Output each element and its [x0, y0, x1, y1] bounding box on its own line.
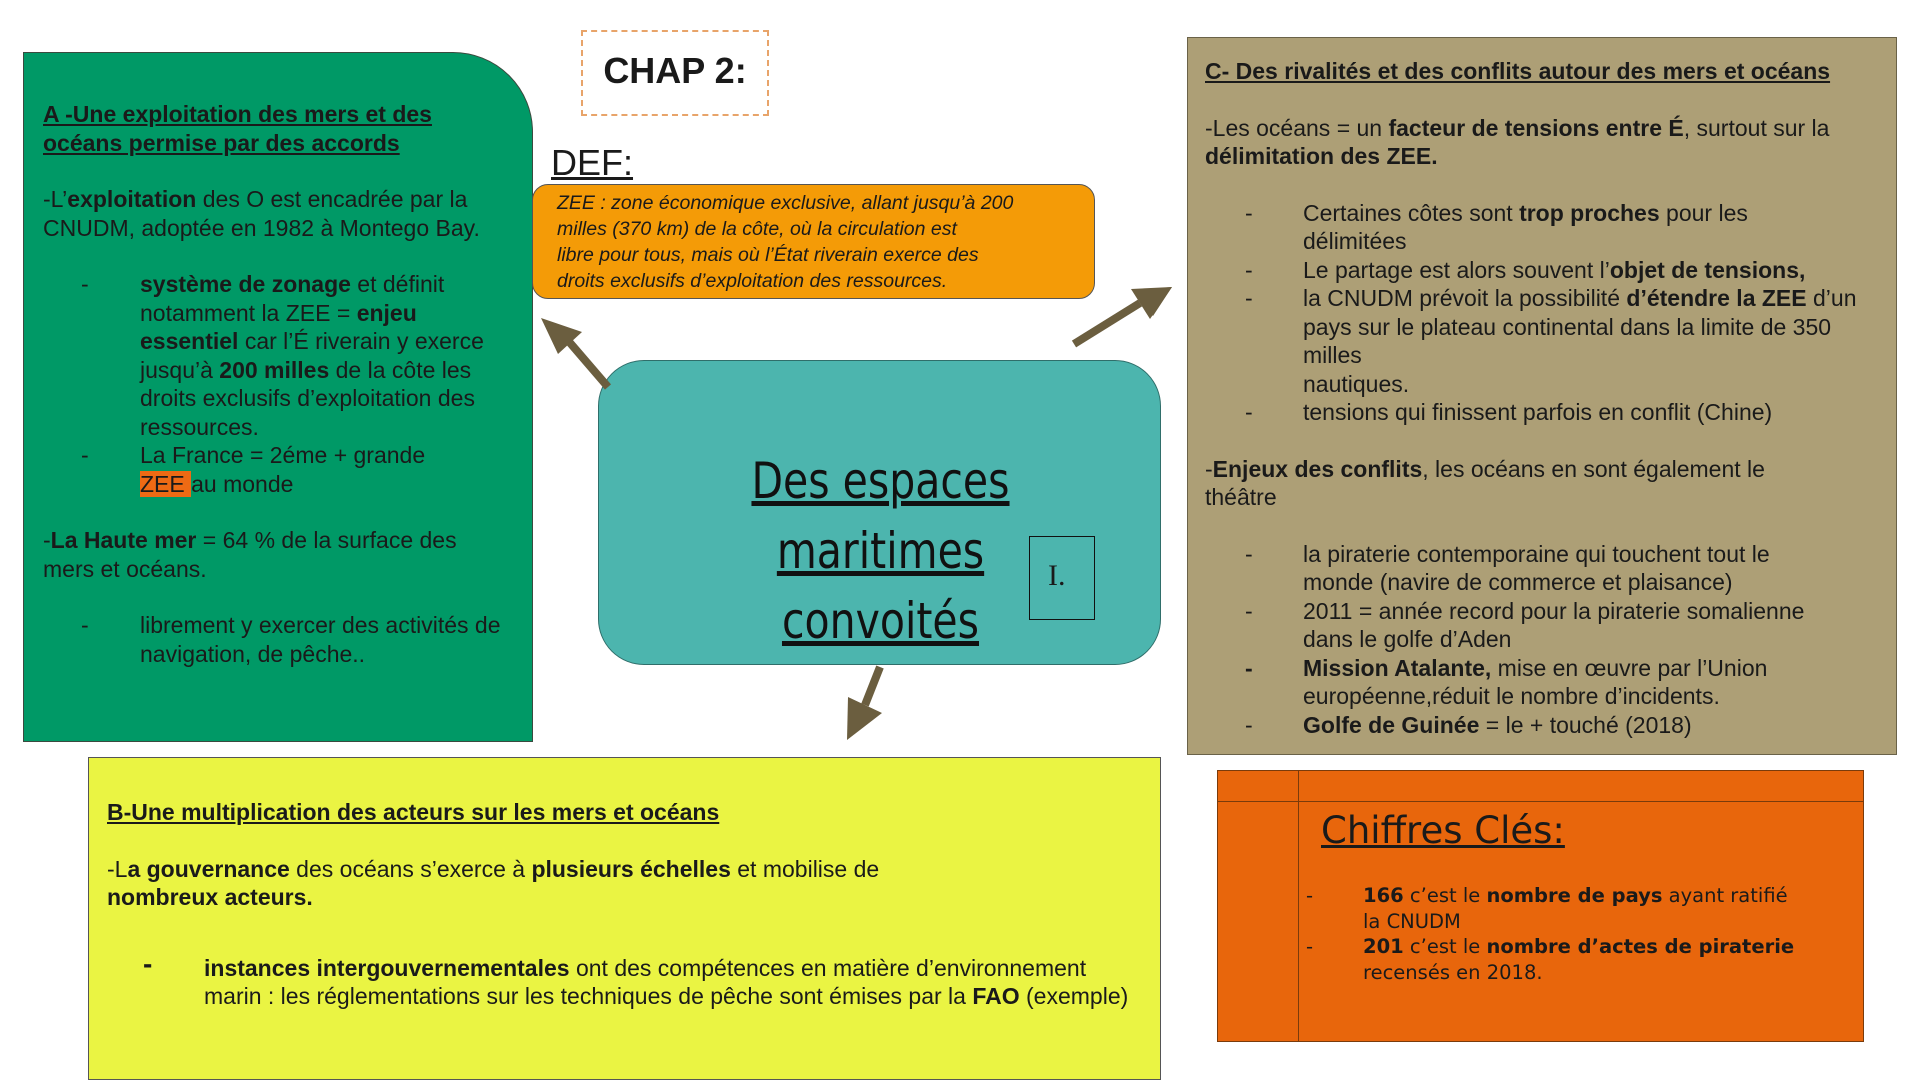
- key-figures-box: [1217, 770, 1864, 1042]
- section-c-bullet-sharing: - Le partage est alors souvent l’objet de tensions,: [1245, 256, 1806, 283]
- definition-text: ZEE : zone économique exclusive, allant jusqu’à 200 milles (370 km) de la côte, où la circulation est libre pour tous, mais où l’État riverain exerce des droits exclusifs d’exploitation des ressources.: [557, 192, 1014, 292]
- def-label: DEF:: [551, 142, 634, 183]
- section-c-bullet-atalante: - Mission Atalante, mise en œuvre par l’Union européenne,réduit le nombre d’incidents.: [1245, 654, 1768, 709]
- section-a-intro: -L’exploitation des O est encadrée par la CNUDM, adoptée en 1982 à Montego Bay.: [43, 186, 480, 241]
- section-a-high-seas: -La Haute mer = 64 % de la surface des mers et océans.: [43, 527, 457, 582]
- zee-highlight: ZEE: [140, 470, 192, 497]
- chapter-heading: CHAP 2:: [603, 50, 747, 91]
- section-a-bullet-freedom: - librement y exercer des activités de navigation, de pêche..: [81, 612, 501, 667]
- section-c-bullet-guinea: - Golfe de Guinée = le + touché (2018): [1245, 711, 1692, 738]
- section-c-bullet-2011: - 2011 = année record pour la piraterie somalienne dans le golfe d’Aden: [1245, 597, 1805, 652]
- arrow-to-section-b: [847, 667, 882, 740]
- section-a-title: A -Une exploitation des mers et des océans permise par des accords: [43, 101, 432, 156]
- central-title: Des espaces maritimes convoités: [751, 452, 1010, 650]
- section-a-bullet-zoning: - système de zonage et définit notamment la ZEE = enjeu essentiel car l’É riverain y exerce jusqu’à 200 milles de la côte les droits exclusifs d’exploitation des ressources.: [81, 271, 484, 440]
- section-c-bullet-conflicts: - tensions qui finissent parfois en conflit (Chine): [1245, 399, 1773, 425]
- section-c-bullet-extend-zee: - la CNUDM prévoit la possibilité d’étendre la ZEE d’un pays sur le plateau continental dans la limite de 350 milles nautiques.: [1245, 285, 1857, 397]
- arrow-to-section-a: [541, 318, 608, 387]
- key-figures-title: Chiffres Clés:: [1321, 809, 1565, 852]
- section-c-bullet-piracy: - la piraterie contemporaine qui touchent tout le monde (navire de commerce et plaisance): [1245, 540, 1770, 595]
- section-c-bullet-close-coasts: - Certaines côtes sont trop proches pour les délimitées: [1245, 199, 1748, 254]
- section-b-title: B-Une multiplication des acteurs sur les mers et océans: [107, 799, 720, 825]
- section-b-bullet-intergov: - instances intergouvernementales ont des compétences en matière d’environnement marin : les réglementations sur les techniques de pêche sont émises par la FAO (exemple): [143, 947, 1129, 1009]
- arrow-to-section-c: [1074, 287, 1172, 344]
- key-figure-countries: - 166 c’est le nombre de pays ayant ratifié la CNUDM: [1306, 884, 1788, 933]
- section-numeral: I.: [1048, 559, 1066, 592]
- section-c-title: C- Des rivalités et des conflits autour des mers et océans: [1205, 58, 1831, 84]
- section-a-bullet-france: - La France = 2éme + grande ZEE au monde: [81, 442, 426, 497]
- section-c-box: [1187, 37, 1897, 755]
- section-b-intro: -La gouvernance des océans s’exerce à plusieurs échelles et mobilise de nombreux acteurs.: [107, 855, 880, 910]
- section-c-stakes: -Enjeux des conflits, les océans en sont également le théâtre: [1205, 455, 1765, 510]
- key-figure-piracy: - 201 c’est le nombre d’actes de piraterie recensés en 2018.: [1306, 935, 1795, 984]
- section-c-intro: -Les océans = un facteur de tensions entre É, surtout sur la délimitation des ZEE.: [1205, 114, 1830, 169]
- section-b-box: [88, 757, 1161, 1080]
